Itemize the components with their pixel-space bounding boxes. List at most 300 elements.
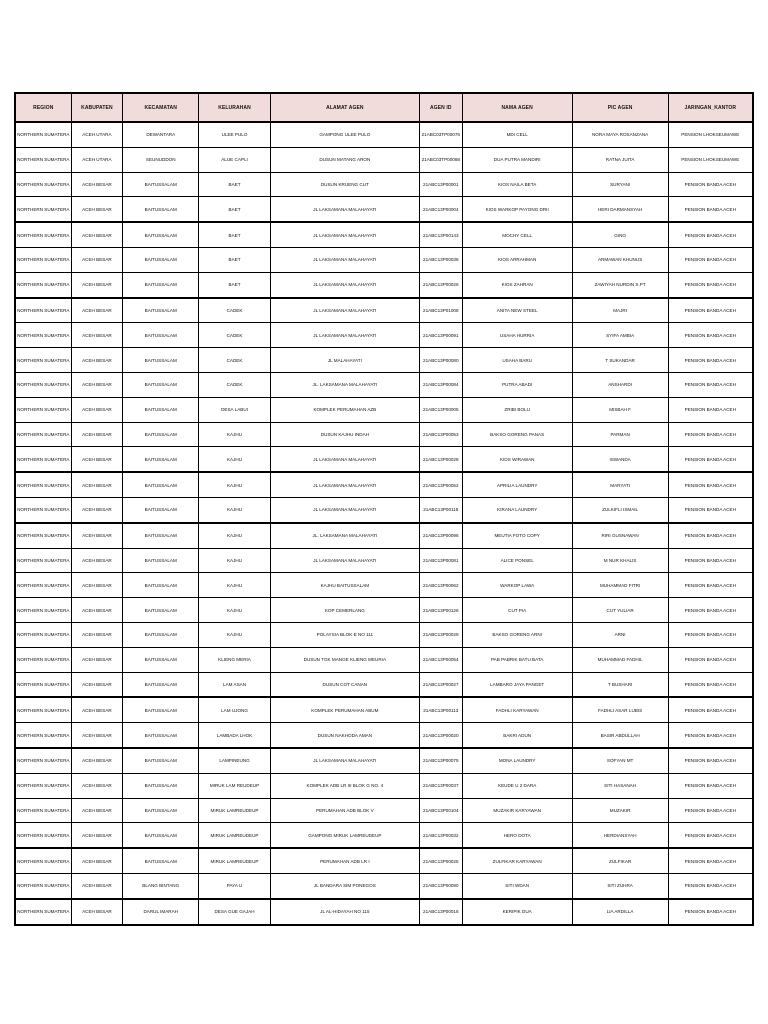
- table-cell: BAITUSSALAM: [123, 447, 199, 472]
- table-cell: ANSHARDI: [572, 372, 668, 397]
- table-cell: 21ABC13P00143: [419, 222, 462, 247]
- table-cell: NORTHERN SUMATERA: [15, 497, 71, 522]
- table-cell: BAITUSSALAM: [123, 372, 199, 397]
- table-cell: 21ABC13P00084: [419, 372, 462, 397]
- table-cell: 21ABC13P00016: [419, 899, 462, 925]
- table-cell: 21ABC13P00081: [419, 548, 462, 573]
- table-cell: ACEH BESAR: [71, 548, 123, 573]
- table-cell: DESA LABUI: [199, 397, 271, 422]
- table-cell: KEUDE U 2 DARA: [462, 773, 572, 798]
- column-header-jaringan-kantor: JARINGAN_KANTOR: [668, 93, 753, 122]
- table-cell: HERDIANSYAH: [572, 823, 668, 848]
- table-cell: SURYANI: [572, 172, 668, 197]
- table-cell: BAET: [199, 222, 271, 247]
- table-cell: 21ABC13P00001: [419, 172, 462, 197]
- table-cell: MUHAMMAD FADHIL: [572, 647, 668, 672]
- table-cell: NORTHERN SUMATERA: [15, 197, 71, 222]
- table-row: [15, 247, 753, 272]
- table-cell: JL LAKSAMANA MALAHAYATI: [270, 298, 419, 323]
- table-cell: JL LAKSAMANA MALAHAYATI: [270, 472, 419, 497]
- table-cell: NORTHERN SUMATERA: [15, 397, 71, 422]
- table-cell: BAITUSSALAM: [123, 247, 199, 272]
- table-cell: CADEK: [199, 372, 271, 397]
- table-cell: DESA GUE GAJAH: [199, 899, 271, 925]
- table-row: [15, 723, 753, 748]
- table-cell: 21ABC03TP00076: [419, 122, 462, 147]
- column-header-nama-agen: NAMA AGEN: [462, 93, 572, 122]
- table-cell: PENSION BANDA ACEH: [668, 723, 753, 748]
- table-cell: 21ABC13P00104: [419, 798, 462, 823]
- table-cell: PENSION LHOKSEUMAWE: [668, 147, 753, 172]
- table-cell: NORTHERN SUMATERA: [15, 122, 71, 147]
- table-row: [15, 823, 753, 848]
- table-cell: NORTHERN SUMATERA: [15, 348, 71, 373]
- table-cell: 21ABC13P00096: [419, 523, 462, 548]
- table-cell: JL LAKSAMANA MALAHAYATI: [270, 497, 419, 522]
- table-cell: ACEH BESAR: [71, 647, 123, 672]
- table-cell: PENSION BANDA ACEH: [668, 348, 753, 373]
- table-cell: ACEH BESAR: [71, 573, 123, 598]
- table-cell: NORTHERN SUMATERA: [15, 372, 71, 397]
- table-cell: NORTHERN SUMATERA: [15, 899, 71, 925]
- table-cell: KOMPLEK PERUMAHAN AZB: [270, 397, 419, 422]
- table-cell: CADEK: [199, 323, 271, 348]
- column-header-region: REGION: [15, 93, 71, 122]
- table-row: [15, 672, 753, 697]
- table-cell: PENSION BANDA ACEH: [668, 397, 753, 422]
- table-cell: SITI HASANAH: [572, 773, 668, 798]
- table-row: [15, 598, 753, 623]
- table-cell: BAITUSSALAM: [123, 723, 199, 748]
- table-cell: NORTHERN SUMATERA: [15, 247, 71, 272]
- table-cell: ACEH BESAR: [71, 748, 123, 773]
- table-cell: PENSION BANDA ACEH: [668, 523, 753, 548]
- column-header-kelurahan: KELURAHAN: [199, 93, 271, 122]
- table-cell: 21ABC13P00029: [419, 622, 462, 647]
- table-cell: ANITA NEW STEEL: [462, 298, 572, 323]
- table-cell: JL LAKSAMANA MALAHAYATI: [270, 272, 419, 297]
- table-cell: 21ABC03TP00088: [419, 147, 462, 172]
- table-cell: KERIPIK DUA: [462, 899, 572, 925]
- table-cell: SYIFA AMBIA: [572, 323, 668, 348]
- table-cell: JL. LAKSAMANA MALAHAYATI: [270, 372, 419, 397]
- table-cell: PENSION BANDA ACEH: [668, 823, 753, 848]
- table-cell: PENSION BANDA ACEH: [668, 873, 753, 898]
- table-cell: PENSION BANDA ACEH: [668, 647, 753, 672]
- table-body: [15, 122, 753, 925]
- table-cell: ALICE PONSEL: [462, 548, 572, 573]
- table-cell: BAITUSSALAM: [123, 222, 199, 247]
- table-cell: SITI ZUHRA: [572, 873, 668, 898]
- table-cell: JL MALAHAYATI: [270, 348, 419, 373]
- column-header-kecamatan: KECAMATAN: [123, 93, 199, 122]
- table-cell: 21ABC13P00032: [419, 823, 462, 848]
- header-row: [15, 93, 753, 122]
- table-cell: BAITUSSALAM: [123, 197, 199, 222]
- table-cell: JL LAKSAMANA MALAHAYATI: [270, 323, 419, 348]
- table-cell: PARMAN: [572, 422, 668, 447]
- table-cell: NORTHERN SUMATERA: [15, 147, 71, 172]
- table-cell: KIOS NAILA BETA: [462, 172, 572, 197]
- table-cell: KOMPLEK ADB LR III BLOK G NO. 4: [270, 773, 419, 798]
- table-cell: FADHLI ASAR LUBIS: [572, 697, 668, 722]
- table-row: [15, 622, 753, 647]
- table-cell: PENSION BANDA ACEH: [668, 447, 753, 472]
- table-cell: NORTHERN SUMATERA: [15, 298, 71, 323]
- table-row: [15, 147, 753, 172]
- table-cell: NORTHERN SUMATERA: [15, 672, 71, 697]
- table-cell: NORTHERN SUMATERA: [15, 548, 71, 573]
- table-cell: NORTHERN SUMATERA: [15, 472, 71, 497]
- table-cell: ACEH BESAR: [71, 823, 123, 848]
- table-cell: MEUTIA FOTO COPY: [462, 523, 572, 548]
- table-cell: NORTHERN SUMATERA: [15, 823, 71, 848]
- table-cell: NORTHERN SUMATERA: [15, 622, 71, 647]
- table-cell: PENSION BANDA ACEH: [668, 598, 753, 623]
- table-cell: ACEH BESAR: [71, 773, 123, 798]
- table-cell: BAITUSSALAM: [123, 598, 199, 623]
- table-cell: JL LAKSAMANA MALAHAYATI: [270, 247, 419, 272]
- table-cell: 21ABC13P00118: [419, 497, 462, 522]
- table-cell: KAJHU: [199, 472, 271, 497]
- table-row: [15, 272, 753, 297]
- table-cell: ACEH BESAR: [71, 348, 123, 373]
- table-row: [15, 298, 753, 323]
- table-cell: KIRANA LAUNDRY: [462, 497, 572, 522]
- table-cell: SEUNUDDON: [123, 147, 199, 172]
- column-header-kabupaten: KABUPATEN: [71, 93, 123, 122]
- table-cell: ZULFIKAR: [572, 848, 668, 873]
- table-cell: ISWANDA: [572, 447, 668, 472]
- table-cell: MUZAKIR: [572, 798, 668, 823]
- table-header: [15, 93, 753, 122]
- table-cell: 21ABC13P00020: [419, 723, 462, 748]
- table-cell: MIRUK LAM REUDEUP: [199, 773, 271, 798]
- table-cell: BAET: [199, 247, 271, 272]
- table-cell: GAMPONG MIRUK LAMREUDEUP: [270, 823, 419, 848]
- table-cell: PENSION BANDA ACEH: [668, 172, 753, 197]
- table-cell: ACEH UTARA: [71, 147, 123, 172]
- table-cell: 21ABC13P00036: [419, 247, 462, 272]
- table-cell: USAHA BARU: [462, 348, 572, 373]
- table-cell: LAMPINEUNG: [199, 748, 271, 773]
- table-cell: 21ABC13P00028: [419, 447, 462, 472]
- table-cell: KIOS ZAHRAN: [462, 272, 572, 297]
- table-row: [15, 573, 753, 598]
- table-cell: M NUR KHALIS: [572, 548, 668, 573]
- table-cell: WARKOP LAWA: [462, 573, 572, 598]
- table-cell: PENSION LHOKSEUMAWE: [668, 122, 753, 147]
- table-cell: 21ABC13P00062: [419, 573, 462, 598]
- table-cell: LAM UJONG: [199, 697, 271, 722]
- table-cell: KAJHU: [199, 422, 271, 447]
- table-cell: T BUSHARI: [572, 672, 668, 697]
- table-cell: T SUKANDAR: [572, 348, 668, 373]
- table-cell: DUSUN MATANG ARON: [270, 147, 419, 172]
- table-cell: PENSION BANDA ACEH: [668, 748, 753, 773]
- table-cell: 21ABC13P00113: [419, 697, 462, 722]
- table-cell: PENSION BANDA ACEH: [668, 497, 753, 522]
- table-row: [15, 447, 753, 472]
- table-cell: NORTHERN SUMATERA: [15, 222, 71, 247]
- table-cell: MDI CELL: [462, 122, 572, 147]
- table-cell: 21ABC13P00075: [419, 748, 462, 773]
- table-cell: BAITUSSALAM: [123, 647, 199, 672]
- table-cell: NORTHERN SUMATERA: [15, 773, 71, 798]
- table-cell: BAITUSSALAM: [123, 573, 199, 598]
- table-cell: DUSUN NAKHODA AMAN: [270, 723, 419, 748]
- table-row: [15, 647, 753, 672]
- table-cell: KAJHU BAITUSSALAM: [270, 573, 419, 598]
- table-cell: NORA MAYA ROSANZANA: [572, 122, 668, 147]
- table-cell: ACEH BESAR: [71, 848, 123, 873]
- table-cell: DUSUN COT CANAN: [270, 672, 419, 697]
- table-cell: LAM ASAN: [199, 672, 271, 697]
- table-cell: MUHAMMAD FITRI: [572, 573, 668, 598]
- table-cell: JL LAKSAMANA MALAHAYATI: [270, 222, 419, 247]
- table-cell: NORTHERN SUMATERA: [15, 647, 71, 672]
- table-cell: ZAWIYAH NURDIN S.PT: [572, 272, 668, 297]
- table-cell: MARYATI: [572, 472, 668, 497]
- table-cell: NORTHERN SUMATERA: [15, 323, 71, 348]
- table-cell: ACEH BESAR: [71, 298, 123, 323]
- table-cell: MISBAH F: [572, 397, 668, 422]
- table-cell: KAJHU: [199, 497, 271, 522]
- table-cell: JL BANDARA SIM PONEGOS: [270, 873, 419, 898]
- table-cell: NORTHERN SUMATERA: [15, 748, 71, 773]
- table-cell: JL. LAKSAMANA MALAHAYATI: [270, 523, 419, 548]
- table-cell: PENSION BANDA ACEH: [668, 573, 753, 598]
- table-cell: ARMAWAN KHUNUS: [572, 247, 668, 272]
- table-cell: PENSION BANDA ACEH: [668, 372, 753, 397]
- table-cell: BAITUSSALAM: [123, 848, 199, 873]
- table-cell: 21ABC13P00090: [419, 873, 462, 898]
- table-cell: BAET: [199, 197, 271, 222]
- table-cell: MONA LAUNDRY: [462, 748, 572, 773]
- table-cell: DUSUN KAJHU INDAH: [270, 422, 419, 447]
- table-cell: ACEH BESAR: [71, 272, 123, 297]
- table-cell: ACEH BESAR: [71, 397, 123, 422]
- table-cell: ACEH BESAR: [71, 523, 123, 548]
- table-cell: MIRUK LAMREUDEUP: [199, 848, 271, 873]
- table-cell: 21ABC13P00080: [419, 348, 462, 373]
- table-row: [15, 697, 753, 722]
- table-cell: PENSION BANDA ACEH: [668, 622, 753, 647]
- table-cell: NORTHERN SUMATERA: [15, 723, 71, 748]
- table-cell: NORTHERN SUMATERA: [15, 422, 71, 447]
- table-cell: CUT PIA: [462, 598, 572, 623]
- table-cell: 21ABC13P00053: [419, 422, 462, 447]
- table-cell: BAITUSSALAM: [123, 622, 199, 647]
- table-cell: 21ABC13P00027: [419, 672, 462, 697]
- table-cell: BAKSO GORENG PANAS: [462, 422, 572, 447]
- table-cell: ACEH BESAR: [71, 873, 123, 898]
- column-header-agen-id: AGEN ID: [419, 93, 462, 122]
- column-header-pic-agen: PIC AGEN: [572, 93, 668, 122]
- table-cell: ACEH BESAR: [71, 172, 123, 197]
- table-cell: ACEH BESAR: [71, 422, 123, 447]
- table-cell: KAJHU: [199, 622, 271, 647]
- table-cell: PENSION BANDA ACEH: [668, 197, 753, 222]
- table-cell: NORTHERN SUMATERA: [15, 272, 71, 297]
- table-cell: DARUL IMARAH: [123, 899, 199, 925]
- table-cell: BAITUSSALAM: [123, 323, 199, 348]
- table-cell: USAHA HURRIA: [462, 323, 572, 348]
- table-cell: ALUE CAPLI: [199, 147, 271, 172]
- table-cell: CADEK: [199, 348, 271, 373]
- table-cell: NORTHERN SUMATERA: [15, 848, 71, 873]
- table-cell: 21ABC13P00126: [419, 598, 462, 623]
- table-cell: KOP CEMERLANG: [270, 598, 419, 623]
- table-cell: MOCHY CELL: [462, 222, 572, 247]
- table-cell: DUA PUTRA MANDIRI: [462, 147, 572, 172]
- table-cell: ULEE PULO: [199, 122, 271, 147]
- table-cell: LAMBARO JAYA PANGET: [462, 672, 572, 697]
- table-row: [15, 548, 753, 573]
- table-cell: ACEH BESAR: [71, 247, 123, 272]
- table-cell: ARNI: [572, 622, 668, 647]
- table-cell: PENSION BANDA ACEH: [668, 222, 753, 247]
- table-cell: PERUMAHAN ADB LR I: [270, 848, 419, 873]
- table-cell: PENSION BANDA ACEH: [668, 298, 753, 323]
- table-cell: JL LAKSAMANA MALAHAYATI: [270, 548, 419, 573]
- table-cell: BAITUSSALAM: [123, 773, 199, 798]
- table-cell: ACEH BESAR: [71, 372, 123, 397]
- table-cell: KAJHU: [199, 598, 271, 623]
- table-cell: BAKSO GORENG ARNI: [462, 622, 572, 647]
- table-cell: BAITUSSALAM: [123, 497, 199, 522]
- table-cell: ACEH BESAR: [71, 598, 123, 623]
- table-cell: KIOS WIRAWAN: [462, 447, 572, 472]
- table-cell: CUT YULIAR: [572, 598, 668, 623]
- table-cell: 21ABC13P00004: [419, 197, 462, 222]
- table-cell: PENSION BANDA ACEH: [668, 798, 753, 823]
- table-cell: PENSION BANDA ACEH: [668, 672, 753, 697]
- table-cell: 21ABC13P00052: [419, 472, 462, 497]
- table-cell: PENSION BANDA ACEH: [668, 899, 753, 925]
- table-cell: ACEH BESAR: [71, 197, 123, 222]
- table-cell: ZULKIFLI ISMAIL: [572, 497, 668, 522]
- table-cell: NORTHERN SUMATERA: [15, 523, 71, 548]
- column-header-alamat-agen: ALAMAT AGEN: [270, 93, 419, 122]
- table-row: [15, 422, 753, 447]
- table-cell: PENSION BANDA ACEH: [668, 697, 753, 722]
- table-cell: 21ABC13P00091: [419, 323, 462, 348]
- table-cell: APRILIA LAUNDRY: [462, 472, 572, 497]
- table-cell: ACEH UTARA: [71, 122, 123, 147]
- table-row: [15, 899, 753, 925]
- table-cell: NORTHERN SUMATERA: [15, 697, 71, 722]
- table-row: [15, 122, 753, 147]
- table-cell: ACEH BESAR: [71, 798, 123, 823]
- table-cell: MAJRI: [572, 298, 668, 323]
- table-cell: BASIR ABDULLAH: [572, 723, 668, 748]
- table-row: [15, 348, 753, 373]
- table-cell: ACEH BESAR: [71, 672, 123, 697]
- table-cell: GAMPONG ULEE PULO: [270, 122, 419, 147]
- table-row: [15, 873, 753, 898]
- table-cell: NORTHERN SUMATERA: [15, 172, 71, 197]
- table-cell: PENSION BANDA ACEH: [668, 472, 753, 497]
- table-cell: BAITUSSALAM: [123, 472, 199, 497]
- table-cell: HERI DARMANSYAH: [572, 197, 668, 222]
- table-cell: BAITUSSALAM: [123, 697, 199, 722]
- table-cell: 21ABC13P00025: [419, 848, 462, 873]
- table-cell: PENSION BANDA ACEH: [668, 247, 753, 272]
- table-cell: PERUMAHAN ADB BLOK V: [270, 798, 419, 823]
- table-cell: BAITUSSALAM: [123, 422, 199, 447]
- table-row: [15, 397, 753, 422]
- table-row: [15, 197, 753, 222]
- table-cell: ACEH BESAR: [71, 222, 123, 247]
- table-cell: CADEK: [199, 298, 271, 323]
- table-cell: BAITUSSALAM: [123, 298, 199, 323]
- table-row: [15, 372, 753, 397]
- table-cell: 21ABC13P00037: [419, 773, 462, 798]
- table-cell: MUZAKIR KARYAWAN: [462, 798, 572, 823]
- table-cell: ACEH BESAR: [71, 447, 123, 472]
- table-cell: PENSION BANDA ACEH: [668, 548, 753, 573]
- table-row: [15, 222, 753, 247]
- table-cell: KAJHU: [199, 573, 271, 598]
- table-cell: NORTHERN SUMATERA: [15, 798, 71, 823]
- table-cell: ZULFIKAR KARYAWAN: [462, 848, 572, 873]
- table-cell: 21ABC13P00026: [419, 272, 462, 297]
- table-cell: ACEH BESAR: [71, 497, 123, 522]
- table-row: [15, 773, 753, 798]
- table-cell: SOFYAN MT: [572, 748, 668, 773]
- table-cell: BAITUSSALAM: [123, 548, 199, 573]
- table-cell: PENSION BANDA ACEH: [668, 773, 753, 798]
- table-cell: ACEH BESAR: [71, 323, 123, 348]
- table-cell: RIRI GUSNAWAN: [572, 523, 668, 548]
- table-cell: LIA ARDILLA: [572, 899, 668, 925]
- agent-table: [14, 92, 754, 926]
- table-cell: MIRUK LAMREUDEUP: [199, 823, 271, 848]
- table-row: [15, 798, 753, 823]
- table-cell: KAJHU: [199, 447, 271, 472]
- table-cell: RATNA JUITA: [572, 147, 668, 172]
- table-row: [15, 323, 753, 348]
- table-cell: PAYA U: [199, 873, 271, 898]
- table-cell: KAJHU: [199, 548, 271, 573]
- table-cell: PENSION BANDA ACEH: [668, 422, 753, 447]
- table-row: [15, 497, 753, 522]
- table-cell: BAITUSSALAM: [123, 172, 199, 197]
- table-cell: NORTHERN SUMATERA: [15, 573, 71, 598]
- table-cell: POLAYSIA BLOK E NO 111: [270, 622, 419, 647]
- table-cell: LAMBADA LHOK: [199, 723, 271, 748]
- table-cell: KAJHU: [199, 523, 271, 548]
- table-cell: 21ABC13P00054: [419, 647, 462, 672]
- table-cell: FADHLI KARYAWAN: [462, 697, 572, 722]
- table-cell: ACEH BESAR: [71, 723, 123, 748]
- table-cell: JL LAKSAMANA MALAHAYATI: [270, 447, 419, 472]
- table-cell: JL LAKSAMANA MALAHAYATI: [270, 197, 419, 222]
- table-cell: BAET: [199, 272, 271, 297]
- table-cell: NORTHERN SUMATERA: [15, 873, 71, 898]
- table-row: [15, 848, 753, 873]
- table-cell: KLIENG MERIA: [199, 647, 271, 672]
- table-cell: BAITUSSALAM: [123, 348, 199, 373]
- table-cell: NORTHERN SUMATERA: [15, 447, 71, 472]
- table-cell: ACEH BESAR: [71, 472, 123, 497]
- table-cell: MIRUK LAMREUDEUP: [199, 798, 271, 823]
- table-row: [15, 748, 753, 773]
- table-cell: JL AL-HIDAYAH NO 115: [270, 899, 419, 925]
- table-cell: 21ABC13P00005: [419, 397, 462, 422]
- table-cell: BAITUSSALAM: [123, 397, 199, 422]
